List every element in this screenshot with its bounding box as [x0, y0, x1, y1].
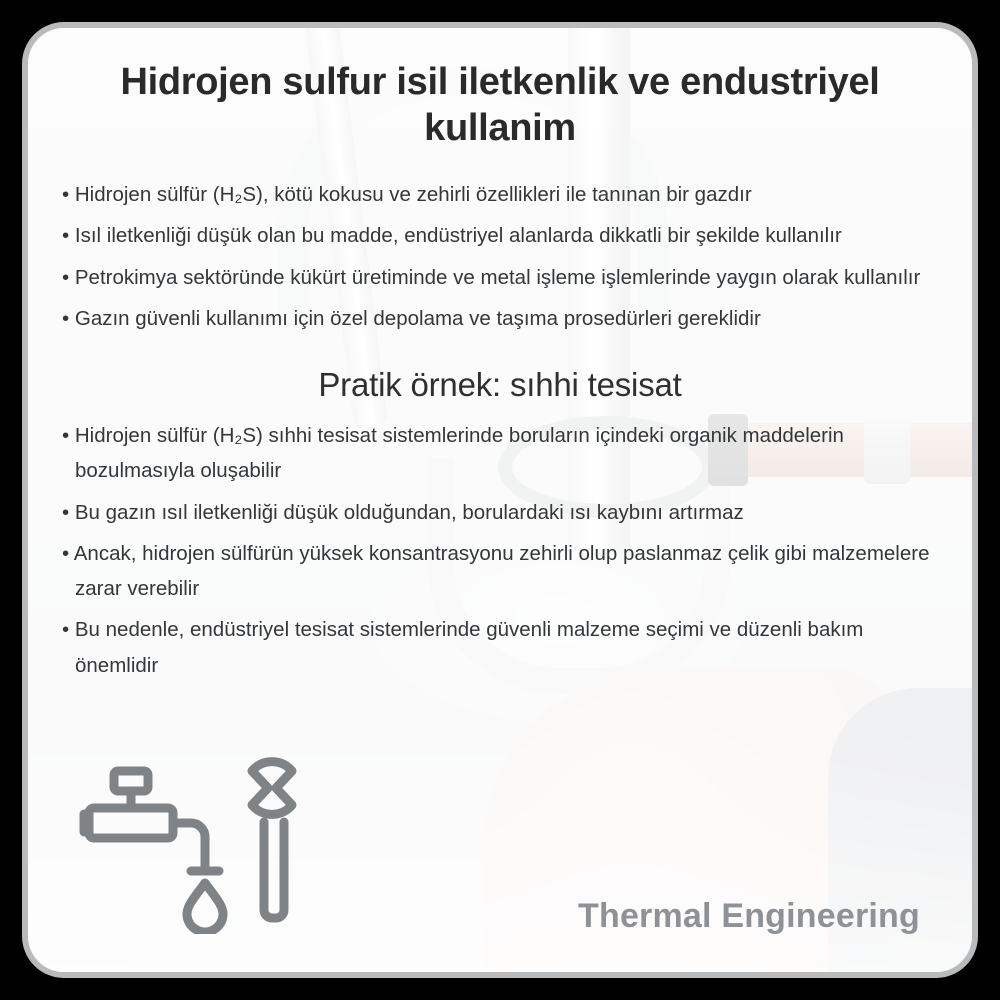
bullet-list-overview: [62, 177, 938, 336]
list-item: • Bu nedenle, endüstriyel tesisat sistemlerinde güvenli malzeme seçimi ve düzenli bakım önemlidir: [62, 618, 864, 677]
wrench-icon: [252, 762, 292, 918]
list-item: • Ancak, hidrojen sülfürün yüksek konsantrasyonu zehirli olup paslanmaz çelik gibi malzemelere zarar verebilir: [62, 541, 930, 601]
list-item: • Isıl iletkenliği düşük olan bu madde, endüstriyel alanlarda dikkatli bir şekilde kullanılır: [62, 224, 842, 248]
page-title: Hidrojen sulfur isil iletkenlik ve endustriyel kullanim: [120, 61, 880, 149]
water-drop-icon: [187, 883, 223, 932]
list-item: • Bu gazın ısıl iletkenliği düşük olduğundan, borulardaki ısı kaybını artırmaz: [62, 500, 744, 524]
brand-wordmark: Thermal Engineering: [578, 897, 920, 935]
list-item: • Petrokimya sektöründe kükürt üretiminde ve metal işleme işlemlerinde yaygın olarak kullanılır: [62, 265, 921, 289]
list-item: • Hidrojen sülfür (H₂S) sıhhi tesisat sistemlerinde boruların içindeki organik maddelerin bozulmasıyla oluşabilir: [62, 424, 844, 483]
list-item: • Gazın güvenli kullanımı için özel depolama ve taşıma prosedürleri gereklidir: [62, 306, 761, 330]
faucet-icon: [84, 771, 219, 871]
section-subtitle: Pratik örnek: sıhhi tesisat: [318, 366, 682, 404]
list-item: • Hidrojen sülfür (H₂S), kötü kokusu ve zehirli özellikleri ile tanınan bir gazdır: [62, 183, 752, 207]
footer-icon-group: [76, 744, 306, 934]
bullet-list-practical-example: [62, 418, 938, 683]
content-card: [22, 22, 978, 978]
plumbing-icons-svg: [76, 744, 306, 934]
